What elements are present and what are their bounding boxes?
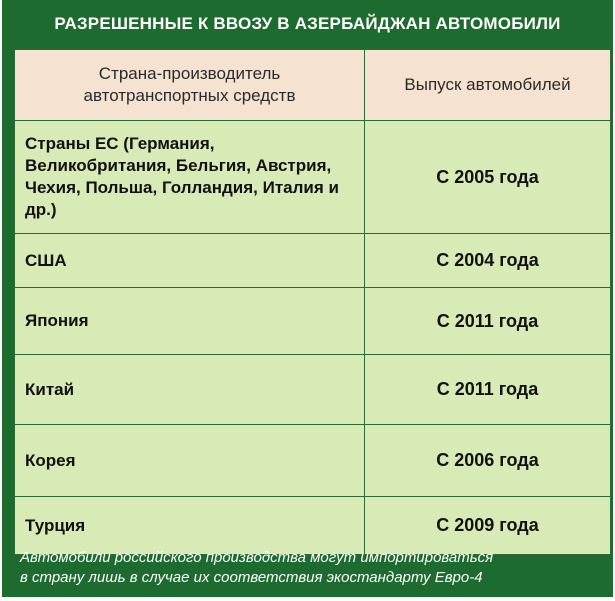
table-row (15, 288, 611, 355)
year-cell: С 2004 года (365, 234, 611, 288)
year-cell: С 2011 года (365, 288, 611, 355)
table-row (15, 425, 611, 497)
infographic-frame (2, 0, 613, 597)
year-cell: С 2006 года (365, 425, 611, 497)
country-cell: США (15, 234, 365, 288)
footer-line-1: Автомобили российского производства могут импортироваться (20, 549, 494, 566)
country-cell: Япония (15, 288, 365, 355)
import-table (14, 49, 611, 555)
table-row (15, 121, 611, 234)
country-cell: Корея (15, 425, 365, 497)
table-header-row (15, 50, 611, 121)
table-row (15, 497, 611, 555)
table-row (15, 234, 611, 288)
footer-note (20, 548, 610, 588)
year-cell: С 2005 года (365, 121, 611, 234)
country-cell: Китай (15, 355, 365, 425)
country-cell: Турция (15, 497, 365, 555)
column-header-country: Страна-производитель автотранспортных средств (15, 50, 365, 121)
column-header-year: Выпуск автомобилей (365, 50, 611, 121)
footer-line-2: в страну лишь в случае их соответствия экостандарту Евро-4 (20, 569, 483, 586)
country-cell: Страны ЕС (Германия, Великобритания, Бельгия, Австрия, Чехия, Польша, Голландия, Италия и др.) (15, 121, 365, 234)
table-row (15, 355, 611, 425)
page-title: РАЗРЕШЕННЫЕ К ВВОЗУ В АЗЕРБАЙДЖАН АВТОМОБИЛИ (54, 13, 561, 33)
year-cell: С 2009 года (365, 497, 611, 555)
year-cell: С 2011 года (365, 355, 611, 425)
